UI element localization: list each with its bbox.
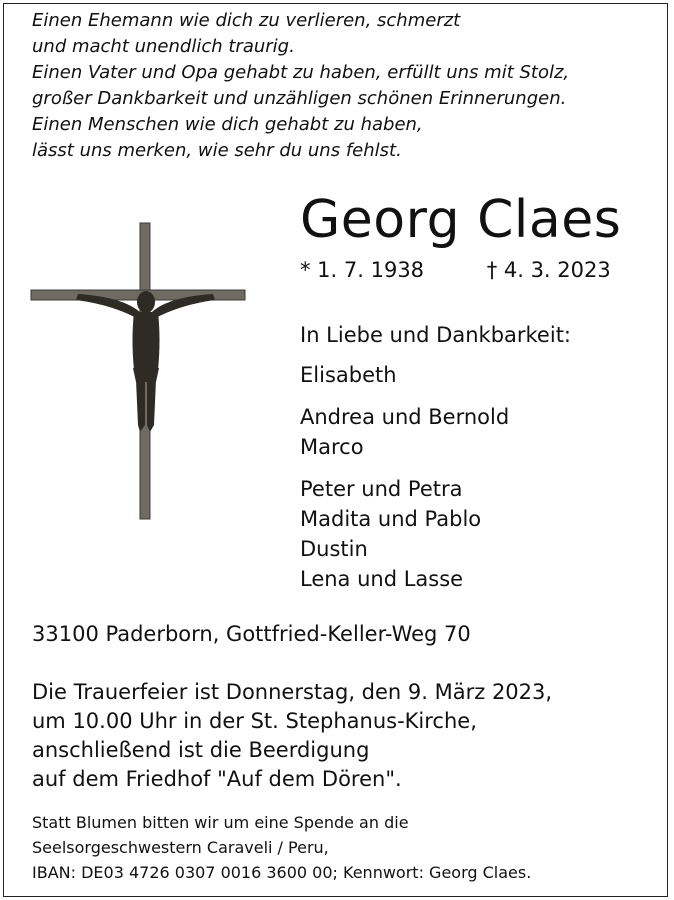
donation-line: IBAN: DE03 4726 0307 0016 3600 00; Kennwort: Georg Claes. <box>32 863 532 882</box>
service-line: um 10.00 Uhr in der St. Stephanus-Kirche, <box>32 709 477 733</box>
deceased-name: Georg Claes <box>300 190 622 250</box>
donation-line: Seelsorgeschwestern Caraveli / Peru, <box>32 838 329 857</box>
mourner-group <box>300 360 571 390</box>
mourner-name: Lena und Lasse <box>300 567 464 591</box>
poem-line: Einen Vater und Opa gehabt zu haben, erfüllt uns mit Stolz, <box>32 62 570 83</box>
poem <box>32 8 569 164</box>
crucifix-icon <box>28 220 278 520</box>
mourners-intro: In Liebe und Dankbarkeit: <box>300 323 572 347</box>
poem-line: lässt uns merken, wie sehr du uns fehlst. <box>32 140 402 161</box>
poem-line: und macht unendlich traurig. <box>32 36 295 57</box>
death-date: † 4. 3. 2023 <box>486 258 611 282</box>
poem-line: Einen Menschen wie dich gehabt zu haben, <box>32 114 423 135</box>
donation-line: Statt Blumen bitten wir um eine Spende an die <box>32 813 409 832</box>
mourner-name: Elisabeth <box>300 363 397 387</box>
poem-line: großer Dankbarkeit und unzähligen schönen Erinnerungen. <box>32 88 567 109</box>
mourner-name: Madita und Pablo <box>300 507 482 531</box>
service-line: Die Trauerfeier ist Donnerstag, den 9. März 2023, <box>32 680 553 704</box>
life-dates <box>300 258 611 282</box>
donation-info <box>32 810 531 885</box>
mourner-group <box>300 474 571 594</box>
poem-line: Einen Ehemann wie dich zu verlieren, schmerzt <box>32 10 461 31</box>
mourner-group <box>300 402 571 462</box>
birth-date: * 1. 7. 1938 <box>300 258 425 282</box>
service-info <box>32 678 552 794</box>
mourner-name: Marco <box>300 435 364 459</box>
mourner-name: Dustin <box>300 537 368 561</box>
service-line: auf dem Friedhof "Auf dem Dören". <box>32 767 402 791</box>
mourner-name: Andrea und Bernold <box>300 405 510 429</box>
mourners <box>300 320 571 606</box>
address: 33100 Paderborn, Gottfried-Keller-Weg 70 <box>32 622 471 646</box>
mourner-name: Peter und Petra <box>300 477 463 501</box>
service-line: anschließend ist die Beerdigung <box>32 738 370 762</box>
